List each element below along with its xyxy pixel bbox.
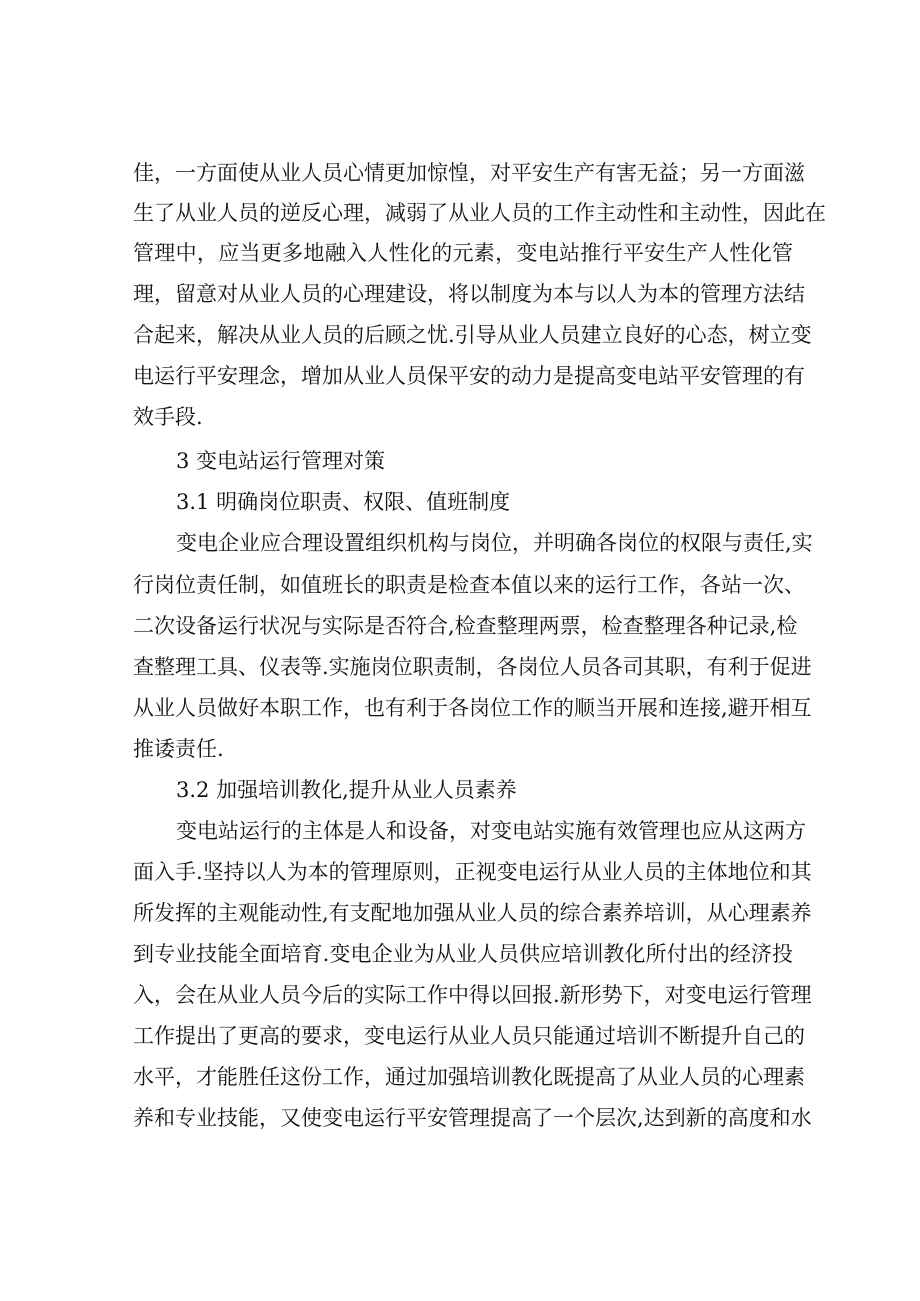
subsection-heading: 3.1 明确岗位职责、权限、值班制度: [176, 490, 511, 514]
paragraph-line: 佳，一方面使从业人员心情更加惊惶，对平安生产有害无益；另一方面滋: [133, 161, 805, 185]
paragraph-line: 生了从业人员的逆反心理，减弱了从业人员的工作主动性和主动性，因此在: [133, 201, 826, 225]
section-heading: 3 变电站运行管理对策: [176, 449, 386, 473]
paragraph-line: 面入手.坚持以人为本的管理原则，正视变电运行从业人员的主体地位和其: [133, 860, 812, 884]
paragraph-line: 行岗位责任制，如值班长的职责是检查本值以来的运行工作，各站一次、: [133, 573, 805, 597]
paragraph-line: 工作提出了更高的要求，变电运行从业人员只能通过培训不断提升自己的: [133, 1024, 805, 1048]
subsection-heading: 3.2 加强培训教化,提升从业人员素养: [176, 778, 517, 802]
paragraph-line: 水平，才能胜任这份工作，通过加强培训教化既提高了从业人员的心理素: [133, 1065, 805, 1089]
paragraph-line: 管理中，应当更多地融入人性化的元素，变电站推行平安生产人性化管: [133, 241, 793, 265]
paragraph-line: 养和专业技能，又使变电运行平安管理提高了一个层次,达到新的高度和水: [133, 1106, 812, 1130]
paragraph-line: 到专业技能全面培育.变电企业为从业人员供应培训教化所付出的经济投: [133, 942, 793, 966]
paragraph-line: 电运行平安理念，增加从业人员保平安的动力是提高变电站平安管理的有: [133, 364, 805, 388]
paragraph-line: 变电站运行的主体是人和设备，对变电站实施有效管理也应从这两方: [176, 819, 806, 843]
paragraph-line: 查整理工具、仪表等.实施岗位职责制，各岗位人员各司其职，有利于促进: [133, 655, 812, 679]
paragraph-line: 从业人员做好本职工作，也有利于各岗位工作的顺当开展和连接,避开相互: [133, 696, 812, 720]
paragraph-line: 效手段.: [133, 405, 203, 429]
paragraph-line: 变电企业应合理设置组织机构与岗位，并明确各岗位的权限与责任,实: [176, 531, 813, 555]
paragraph-line: 入，会在从业人员今后的实际工作中得以回报.新形势下，对变电运行管理: [133, 983, 812, 1007]
paragraph-line: 合起来，解决从业人员的后顾之忧.引导从业人员建立良好的心态，树立变: [133, 323, 812, 347]
paragraph-line: 理，留意对从业人员的心理建设，将以制度为本与以人为本的管理方法结: [133, 282, 805, 306]
paragraph-line: 所发挥的主观能动性,有支配地加强从业人员的综合素养培训，从心理素养: [133, 901, 812, 925]
paragraph-line: 二次设备运行状况与实际是否符合,检查整理两票，检查整理各种记录,检: [133, 614, 798, 638]
paragraph-line: 推诿责任.: [133, 737, 224, 761]
